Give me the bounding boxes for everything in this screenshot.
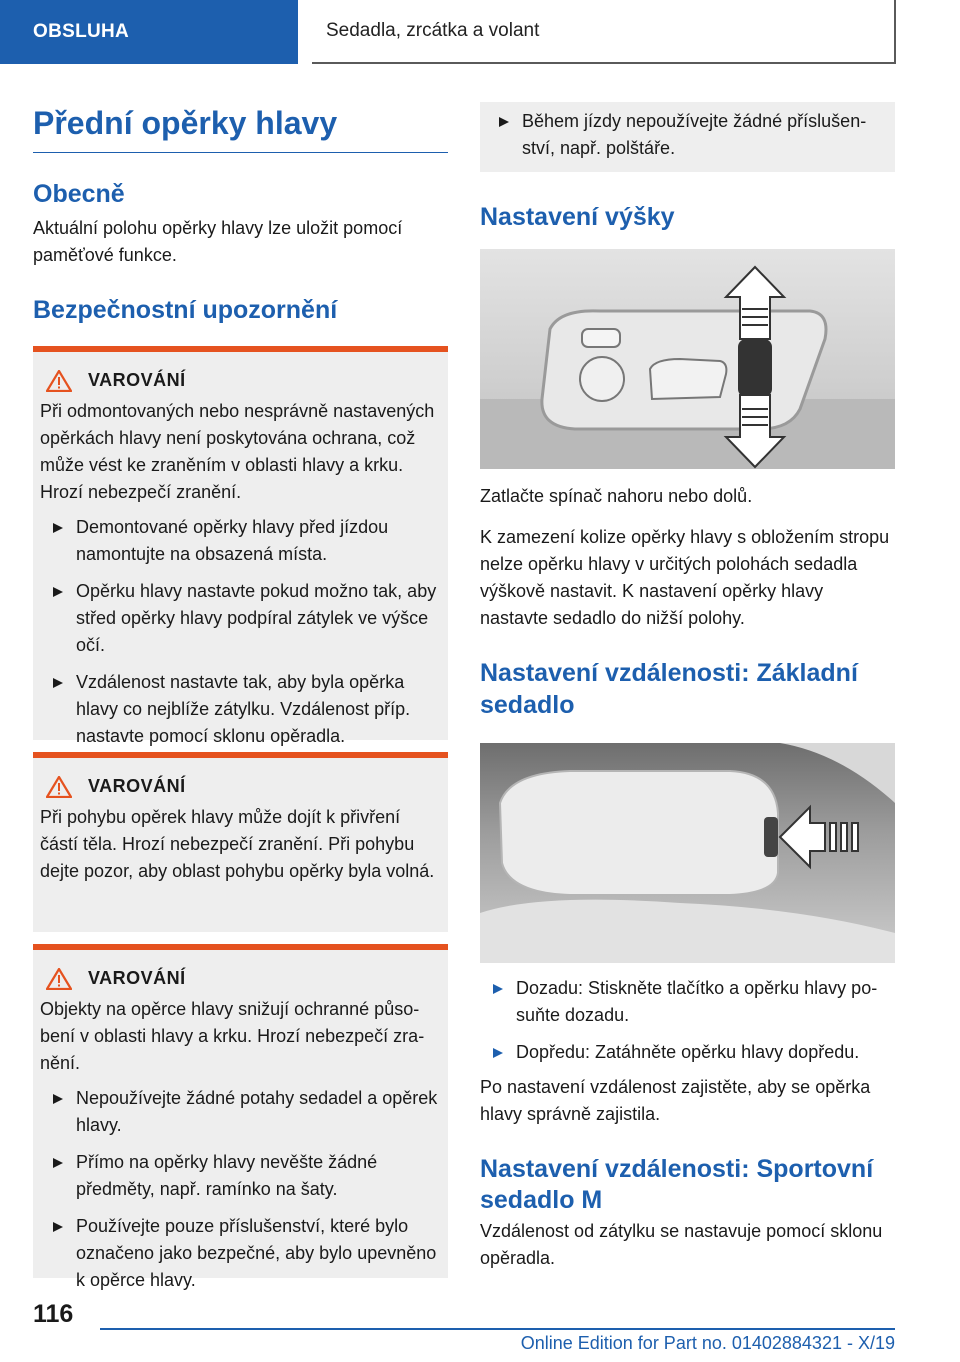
list-item: Dopředu: Zatáhněte opěrku hlavy dopředu.: [480, 1039, 895, 1066]
warning-text: Při odmontovaných nebo nesprávně nastavených opěrkách hlavy není poskytována ochrana, což může vést ke zraněním v oblasti hlavy a krku. Hrozí nebezpečí zranění.: [40, 400, 435, 502]
list-item: Opěrku hlavy nastavte pokud možno tak, aby střed opěrky hlavy podpíral zátylek ve výšce očí.: [40, 578, 441, 659]
height-text: K zamezení kolize opěrky hlavy s obložením stropu nelze opěrku hlavy v určitých polohách sedadla výškově nastavit. K nastavení opěrky hlavy nastavte sedadlo do nižší polohy.: [480, 527, 890, 629]
headrest-photo: [480, 743, 895, 963]
height-heading: Nastavení výšky: [480, 203, 675, 231]
footer-divider: [100, 1328, 895, 1330]
warning-continuation: [480, 102, 895, 172]
list-item: Vzdálenost nastavte tak, aby byla opěrka hlavy co nejblíže zátylku. Vzdálenost příp. nastavte pomocí sklonu opěradla.: [40, 669, 441, 750]
seat-switch-photo: [480, 249, 895, 469]
bullet-triangle-icon: [53, 1094, 63, 1104]
left-column: [33, 96, 448, 1290]
list-item: Přímo na opěrky hlavy nevěšte žádné předměty, např. ramínko na šaty.: [40, 1149, 441, 1203]
section-title: OBSLUHA: [33, 21, 130, 42]
warning-label: VAROVÁNÍ: [88, 370, 186, 391]
warning-box-3: [33, 944, 448, 1290]
bullet-triangle-icon: [493, 1048, 503, 1058]
bullet-triangle-icon: [53, 587, 63, 597]
chapter-header: [312, 0, 896, 64]
distance-basic-heading: Nastavení vzdálenosti: Základní sedadlo: [480, 659, 858, 719]
warning-triangle-icon: [46, 776, 72, 798]
distance-basic-list: [480, 975, 895, 1066]
footer-edition: Online Edition for Part no. 01402884321 - X/19: [520, 1333, 895, 1353]
bullet-triangle-icon: [53, 678, 63, 688]
warning-box-1: [33, 346, 448, 746]
general-text: Aktuální polohu opěrky hlavy lze uložit pomocí paměťové funkce.: [33, 217, 403, 265]
section-tab: [0, 0, 298, 64]
distance-sport-text: Vzdálenost od zátylku se nastavuje pomocí sklonu opěradla.: [480, 1221, 883, 1269]
bullet-triangle-icon: [53, 1158, 63, 1168]
chapter-title: Sedadla, zrcátka a volant: [326, 20, 540, 41]
warning-header: [40, 968, 441, 990]
seat-switch-illustration: [480, 249, 895, 469]
general-heading: Obecně: [33, 180, 125, 209]
list-item: Používejte pouze příslušenství, které bylo označeno jako bezpečné, aby bylo upevněno k opěrce hlavy.: [40, 1213, 441, 1294]
page-title: Přední opěrky hlavy: [33, 104, 448, 153]
warning-label: VAROVÁNÍ: [88, 968, 186, 989]
right-column: [480, 102, 895, 1272]
bullet-triangle-icon: [499, 117, 509, 127]
headrest-illustration: [480, 743, 895, 963]
bullet-triangle-icon: [53, 1222, 63, 1232]
warning-list: [40, 514, 441, 750]
warning-triangle-icon: [46, 968, 72, 990]
distance-sport-heading: Nastavení vzdálenosti: Sportovní sedadlo M: [480, 1154, 874, 1214]
height-caption: Zatlačte spínač nahoru nebo dolů.: [480, 486, 753, 507]
distance-basic-text: Po nastavení vzdálenost zajistěte, aby se opěrka hlavy správně zajistila.: [480, 1076, 871, 1124]
list-item: Během jízdy nepoužívejte žádné příslušenství, např. polštáře.: [486, 108, 887, 162]
list-item: Nepoužívejte žádné potahy sedadel a opěrek hlavy.: [40, 1085, 441, 1139]
safety-heading: Bezpečnostní upozornění: [33, 295, 338, 324]
page-number: 116: [33, 1300, 74, 1328]
list-item: Dozadu: Stiskněte tlačítko a opěrku hlavy posuňte dozadu.: [480, 975, 895, 1029]
warning-header: [40, 370, 441, 392]
list-item: Demontované opěrky hlavy před jízdou namontujte na obsazená místa.: [40, 514, 441, 568]
warning-triangle-icon: [46, 370, 72, 392]
bullet-triangle-icon: [493, 984, 503, 994]
warning-label: VAROVÁNÍ: [88, 776, 186, 797]
bullet-triangle-icon: [53, 523, 63, 533]
warning-text: Při pohybu opěrek hlavy může dojít k přivření částí těla. Hrozí nebezpečí zranění. Při pohybu dejte pozor, aby oblast pohybu opěrky byla volná.: [40, 806, 435, 881]
warning-header: [40, 776, 441, 798]
warning-text: Objekty na opěrce hlavy snižují ochranné působení v oblasti hlavy a krku. Hrozí nebezpečí zranění.: [40, 998, 425, 1073]
warning-box-2: [33, 752, 448, 932]
warning-list: [40, 1085, 441, 1294]
